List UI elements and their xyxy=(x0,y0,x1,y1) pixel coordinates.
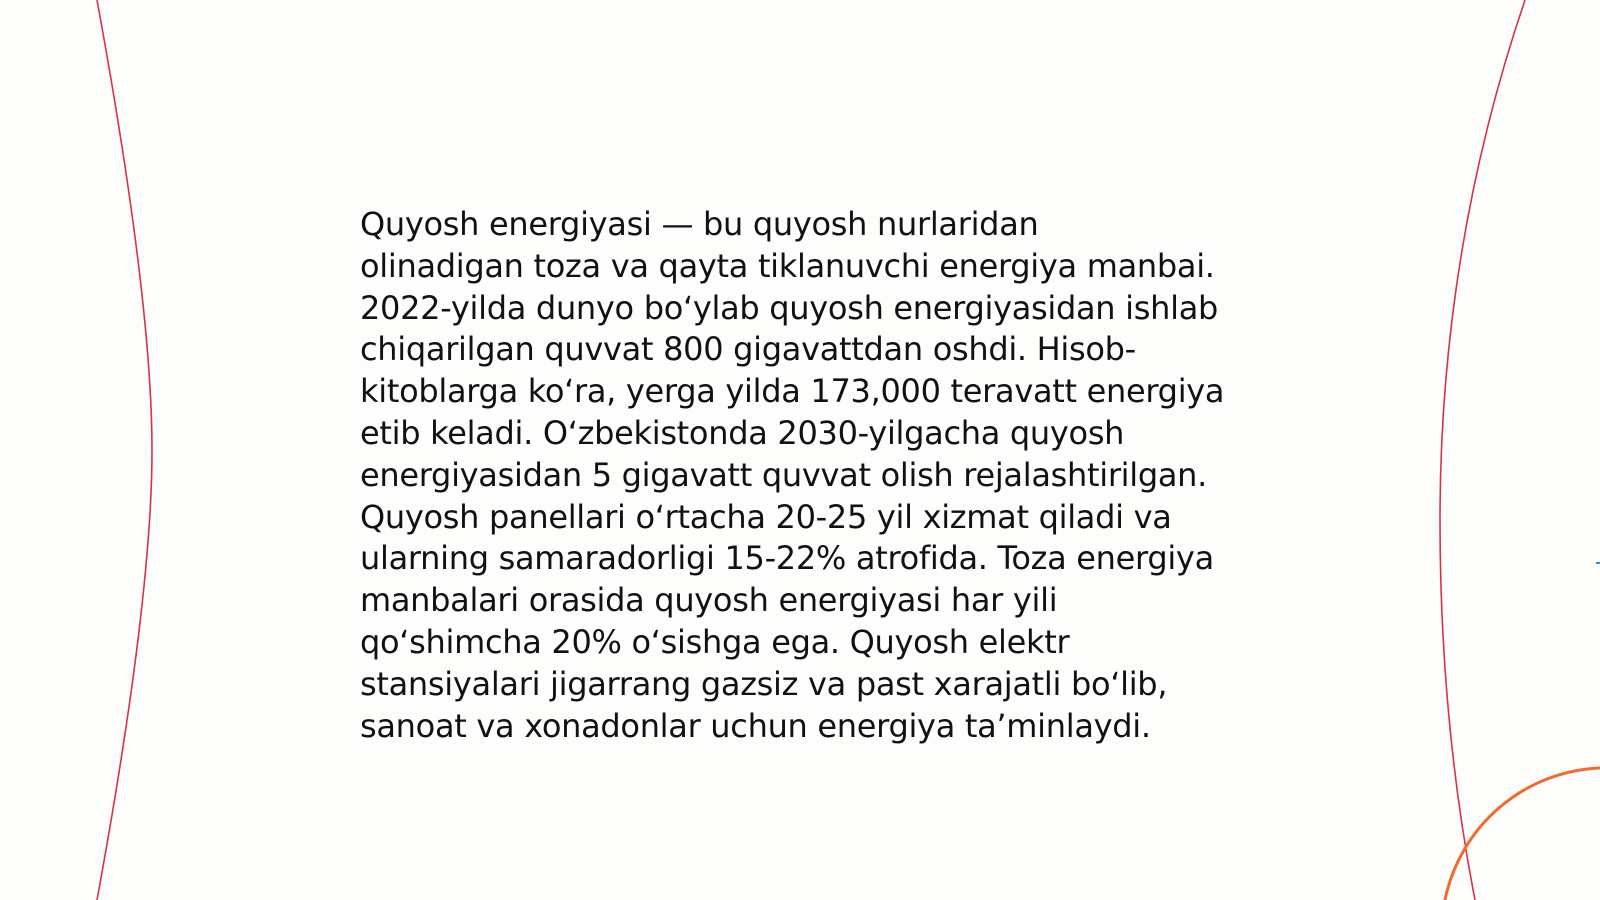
paragraph-line: Quyosh panellari oʻrtacha 20-25 yil xizmat qiladi va xyxy=(360,497,1172,536)
right-curve-line xyxy=(1440,0,1525,900)
paragraph-line: 2022-yilda dunyo boʻylab quyosh energiyasidan ishlab xyxy=(360,288,1219,327)
paragraph-line: kitoblarga koʻra, yerga yilda 173,000 teravatt energiya xyxy=(360,372,1225,411)
orange-arc xyxy=(1445,768,1600,900)
paragraph-line: stansiyalari jigarrang gazsiz va past xarajatli boʻlib, xyxy=(360,664,1168,703)
paragraph-line: ularning samaradorligi 15-22% atrofida. Toza energiya xyxy=(360,539,1214,578)
slide-paragraph xyxy=(360,204,1260,747)
paragraph-line: manbalari orasida quyosh energiyasi har yili xyxy=(360,581,1058,620)
paragraph-line: Quyosh energiyasi — bu quyosh nurlaridan xyxy=(360,205,1039,243)
paragraph-line: olinadigan toza va qayta tiklanuvchi energiya manbai. xyxy=(360,246,1215,285)
paragraph-line: energiyasidan 5 gigavatt quvvat olish rejalashtirilgan. xyxy=(360,455,1208,494)
left-curve-line xyxy=(97,0,152,900)
paragraph-line: qoʻshimcha 20% oʻsishga ega. Quyosh elektr xyxy=(360,622,1070,661)
paragraph-line: sanoat va xonadonlar uchun energiya taʼminlaydi. xyxy=(360,706,1151,745)
paragraph-line: etib keladi. Oʻzbekistonda 2030-yilgacha quyosh xyxy=(360,413,1125,452)
paragraph-line: chiqarilgan quvvat 800 gigavattdan oshdi. Hisob- xyxy=(360,330,1136,369)
